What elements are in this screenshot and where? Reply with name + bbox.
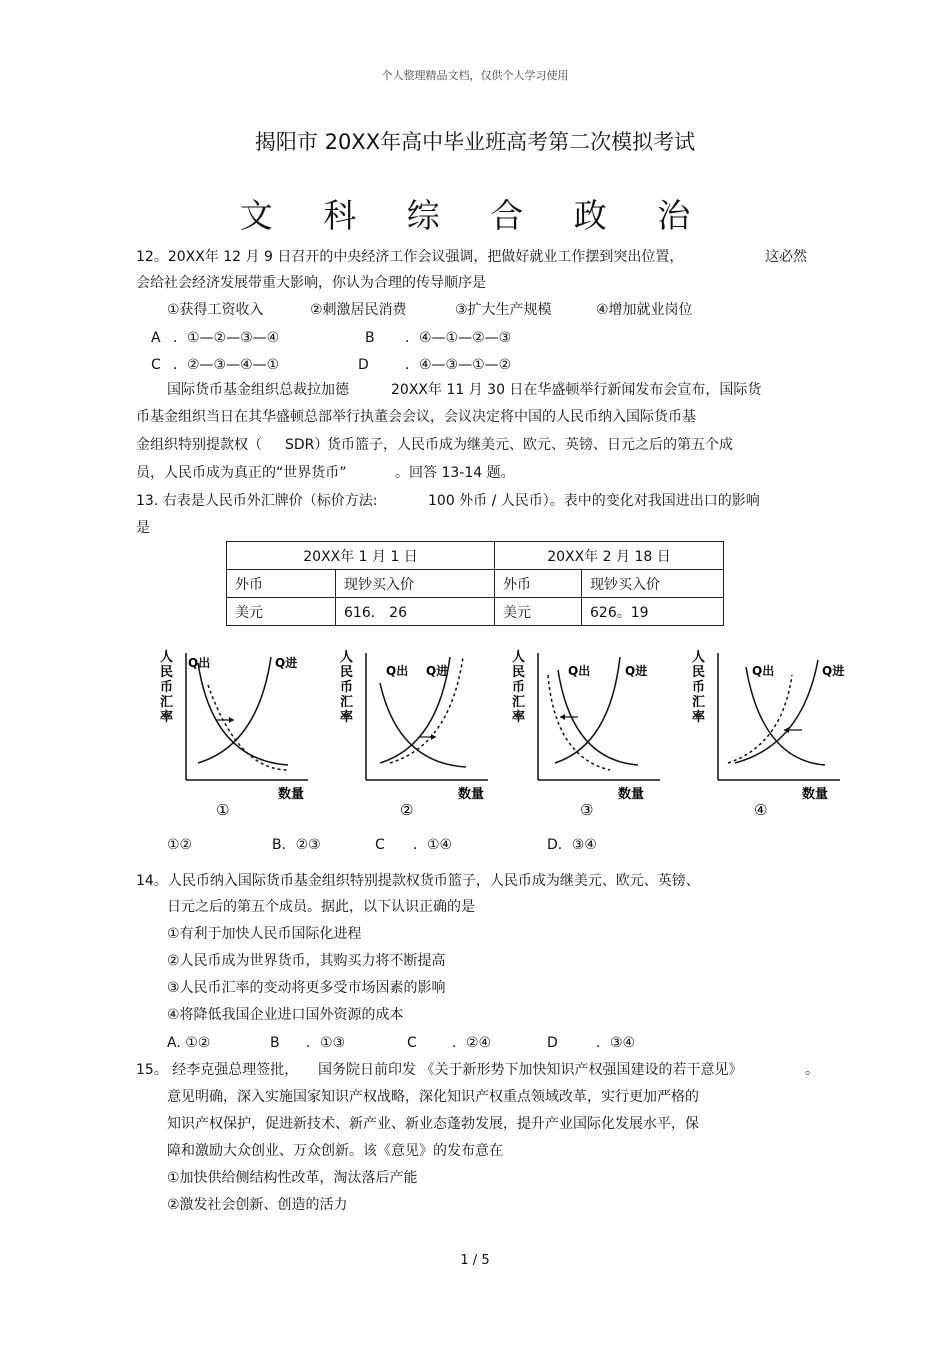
q15-line4: 障和激励大众创业、万众创新。该《意见》的发布意在 (167, 1143, 503, 1159)
passage-line1a: 国际货币基金组织总裁拉加德 (167, 382, 349, 398)
q14-line2: 日元之后的第五个成员。据此，以下认识正确的是 (167, 899, 475, 915)
passage-line3b: SDR） (285, 437, 329, 453)
x-label: 数量 (618, 787, 645, 802)
y-label-char: 币 (512, 680, 526, 695)
passage-line1b: 20XX年 11 月 30 日在华盛顿举行新闻发布会宣布，国际货 (391, 382, 762, 398)
label-q-in: Q进 (625, 664, 648, 678)
y-label-char: 民 (512, 665, 526, 680)
y-label-char: 人 (692, 650, 706, 665)
q14-option-c[interactable]: ．②④ (452, 1035, 492, 1051)
table-row (227, 542, 724, 570)
graph-number-4: ④ (754, 801, 768, 819)
label-q-in: Q进 (822, 664, 845, 678)
q12-item-1: ①获得工资收入 (167, 302, 264, 318)
q12-option-b-label[interactable]: B (365, 330, 375, 346)
exchange-rate-table (226, 541, 724, 626)
y-label-char: 币 (340, 680, 354, 695)
passage-line2: 币基金组织当日在其华盛顿总部举行执董会会议，会议决定将中国的人民币纳入国际货币基 (136, 409, 696, 425)
y-label-char: 人 (340, 650, 354, 665)
q12-option-b[interactable]: ．④—①—②—③ (405, 330, 512, 346)
q13-option-d[interactable]: D．③④ (547, 837, 597, 853)
arrow-head (229, 717, 234, 723)
passage-line3c: 货币篮子，人民币成为继美元、欧元、英镑、日元之后的第五个成 (327, 437, 733, 453)
q12-item-4: ④增加就业岗位 (596, 302, 693, 318)
graph-number-1: ① (216, 801, 230, 819)
y-label-char: 率 (160, 710, 174, 725)
graph-1 (158, 645, 323, 825)
graph-2-svg (338, 645, 503, 825)
y-label-char: 汇 (340, 695, 354, 710)
label-q-in: Q进 (426, 664, 449, 678)
q12-option-c-label[interactable]: C (151, 357, 161, 373)
graph-number-3: ③ (580, 801, 594, 819)
q13-option-b[interactable]: B．②③ (272, 837, 321, 853)
q14-item-3: ③人民币汇率的变动将更多受市场因素的影响 (167, 980, 446, 996)
y-label-char: 汇 (512, 695, 526, 710)
q13-option-c[interactable]: ．①④ (413, 837, 453, 853)
q14-option-d-label[interactable]: D (547, 1035, 558, 1051)
q15-line1c: 。 (805, 1062, 819, 1078)
arrow-head (431, 734, 436, 740)
table-header-price-1: 现钞买入价 (336, 570, 495, 598)
header-note: 个人整理精品文档，仅供个人学习使用 (381, 69, 569, 82)
y-label-char: 币 (160, 680, 174, 695)
page-number: 1 / 5 (460, 1253, 490, 1268)
curve-q-out (380, 683, 466, 767)
q12-line1-end: 这必然 (765, 249, 807, 265)
q15-line1b: 国务院日前印发 《关于新形势下加快知识产权强国建设的若干意见》 (318, 1062, 743, 1078)
q13-option-c-label[interactable]: C (375, 837, 385, 853)
q14-option-b[interactable]: ．①③ (306, 1035, 346, 1051)
q12-item-3: ③扩大生产规模 (455, 302, 552, 318)
y-label-char: 汇 (692, 695, 706, 710)
y-label-char: 率 (340, 710, 354, 725)
table-header-price-2: 现钞买入价 (582, 570, 724, 598)
q14-option-c-label[interactable]: C (407, 1035, 417, 1051)
curve-q-in-shifted (728, 675, 792, 763)
q14-option-d[interactable]: ．③④ (596, 1035, 636, 1051)
q15-line3: 知识产权保护，促进新技术、新产业、新业态蓬勃发展，提升产业国际化发展水平，保 (167, 1116, 699, 1132)
q12-item-2: ②刺激居民消费 (310, 302, 407, 318)
q14-option-b-label[interactable]: B (270, 1035, 280, 1051)
table-header-currency-1: 外币 (227, 570, 336, 598)
table-row (227, 570, 724, 598)
q12-option-a[interactable]: ．①—②—③—④ (173, 330, 280, 346)
x-label: 数量 (802, 787, 829, 802)
arrow-head (560, 714, 565, 720)
graph-2 (338, 645, 503, 825)
table-date-2: 20XX年 2 月 18 日 (495, 542, 724, 570)
graph-3 (510, 645, 675, 825)
table-cell-currency-2: 美元 (495, 598, 582, 626)
q12-option-d[interactable]: ．④—③—①—② (405, 357, 512, 373)
q15-item-1: ①加快供给侧结构性改革，淘汰落后产能 (167, 1170, 418, 1186)
q13-line2: 是 (136, 520, 150, 536)
q12-option-a-label[interactable]: A (151, 330, 161, 346)
y-label-char: 人 (160, 650, 174, 665)
label-q-out: Q出 (752, 664, 775, 678)
x-label: 数量 (458, 787, 485, 802)
label-q-in: Q进 (275, 656, 298, 670)
q15-line2: 意见明确，深入实施国家知识产权战略，深化知识产权重点领域改革，实行更加严格的 (167, 1089, 699, 1105)
q12-line1: 12。20XX年 12 月 9 日召开的中央经济工作会议强调，把做好就业工作摆到突出位置， (136, 249, 684, 265)
q12-option-c[interactable]: ．②—③—④—① (173, 357, 280, 373)
q15-item-2: ②激发社会创新、创造的活力 (167, 1197, 348, 1213)
label-q-out: Q出 (188, 656, 211, 670)
table-cell-price-1: 616． 26 (336, 598, 495, 626)
graph-4 (690, 645, 855, 825)
y-label-char: 率 (512, 710, 526, 725)
q14-item-1: ①有利于加快人民币国际化进程 (167, 926, 362, 942)
table-cell-currency-1: 美元 (227, 598, 336, 626)
q13-line1a: 13. 右表是人民币外汇牌价（标价方法: (136, 493, 378, 509)
y-label-char: 民 (692, 665, 706, 680)
q14-option-a[interactable]: A. ①② (167, 1035, 211, 1051)
graph-4-svg (690, 645, 855, 825)
y-label-char: 人 (512, 650, 526, 665)
graph-3-svg (510, 645, 675, 825)
q13-line1b: 100 外币 / 人民币）。表中的变化对我国进出口的影响 (428, 493, 760, 509)
table-row (227, 598, 724, 626)
passage-line3a: 金组织特别提款权（ (136, 437, 262, 453)
y-label-char: 率 (692, 710, 706, 725)
curve-q-out-shifted (548, 675, 610, 770)
label-q-out: Q出 (568, 664, 591, 678)
curve-q-in (198, 657, 271, 763)
passage-line4b: 。回答 13-14 题。 (395, 465, 515, 481)
x-label: 数量 (278, 787, 305, 802)
q15-line1a: 15。 经李克强总理签批， (136, 1062, 299, 1078)
label-q-out: Q出 (386, 664, 409, 678)
table-cell-price-2: 626。19 (582, 598, 724, 626)
q13-option-a[interactable]: ①② (167, 837, 193, 853)
y-label-char: 民 (160, 665, 174, 680)
q14-item-4: ④将降低我国企业进口国外资源的成本 (167, 1007, 404, 1023)
q14-item-2: ②人民币成为世界货币，其购买力将不断提高 (167, 953, 446, 969)
q12-line2: 会给社会经济发展带重大影响，你认为合理的传导顺序是 (136, 275, 486, 291)
exam-title: 揭阳市 20XX年高中毕业班高考第二次模拟考试 (254, 130, 696, 154)
y-label-char: 汇 (160, 695, 174, 710)
q14-line1: 14。人民币纳入国际货币基金组织特别提款权货币篮子，人民币成为继美元、欧元、英镑、 (136, 873, 700, 889)
graph-1-svg (158, 645, 323, 825)
table-date-1: 20XX年 1 月 1 日 (227, 542, 495, 570)
graph-number-2: ② (400, 801, 414, 819)
subject-title: 文 科 综 合 政 治 (239, 196, 711, 235)
y-label-char: 民 (340, 665, 354, 680)
table-header-currency-2: 外币 (495, 570, 582, 598)
passage-line4a: 员，人民币成为真正的“世界货币” (136, 465, 347, 481)
q12-option-d-label[interactable]: D (358, 357, 369, 373)
y-label-char: 币 (692, 680, 706, 695)
